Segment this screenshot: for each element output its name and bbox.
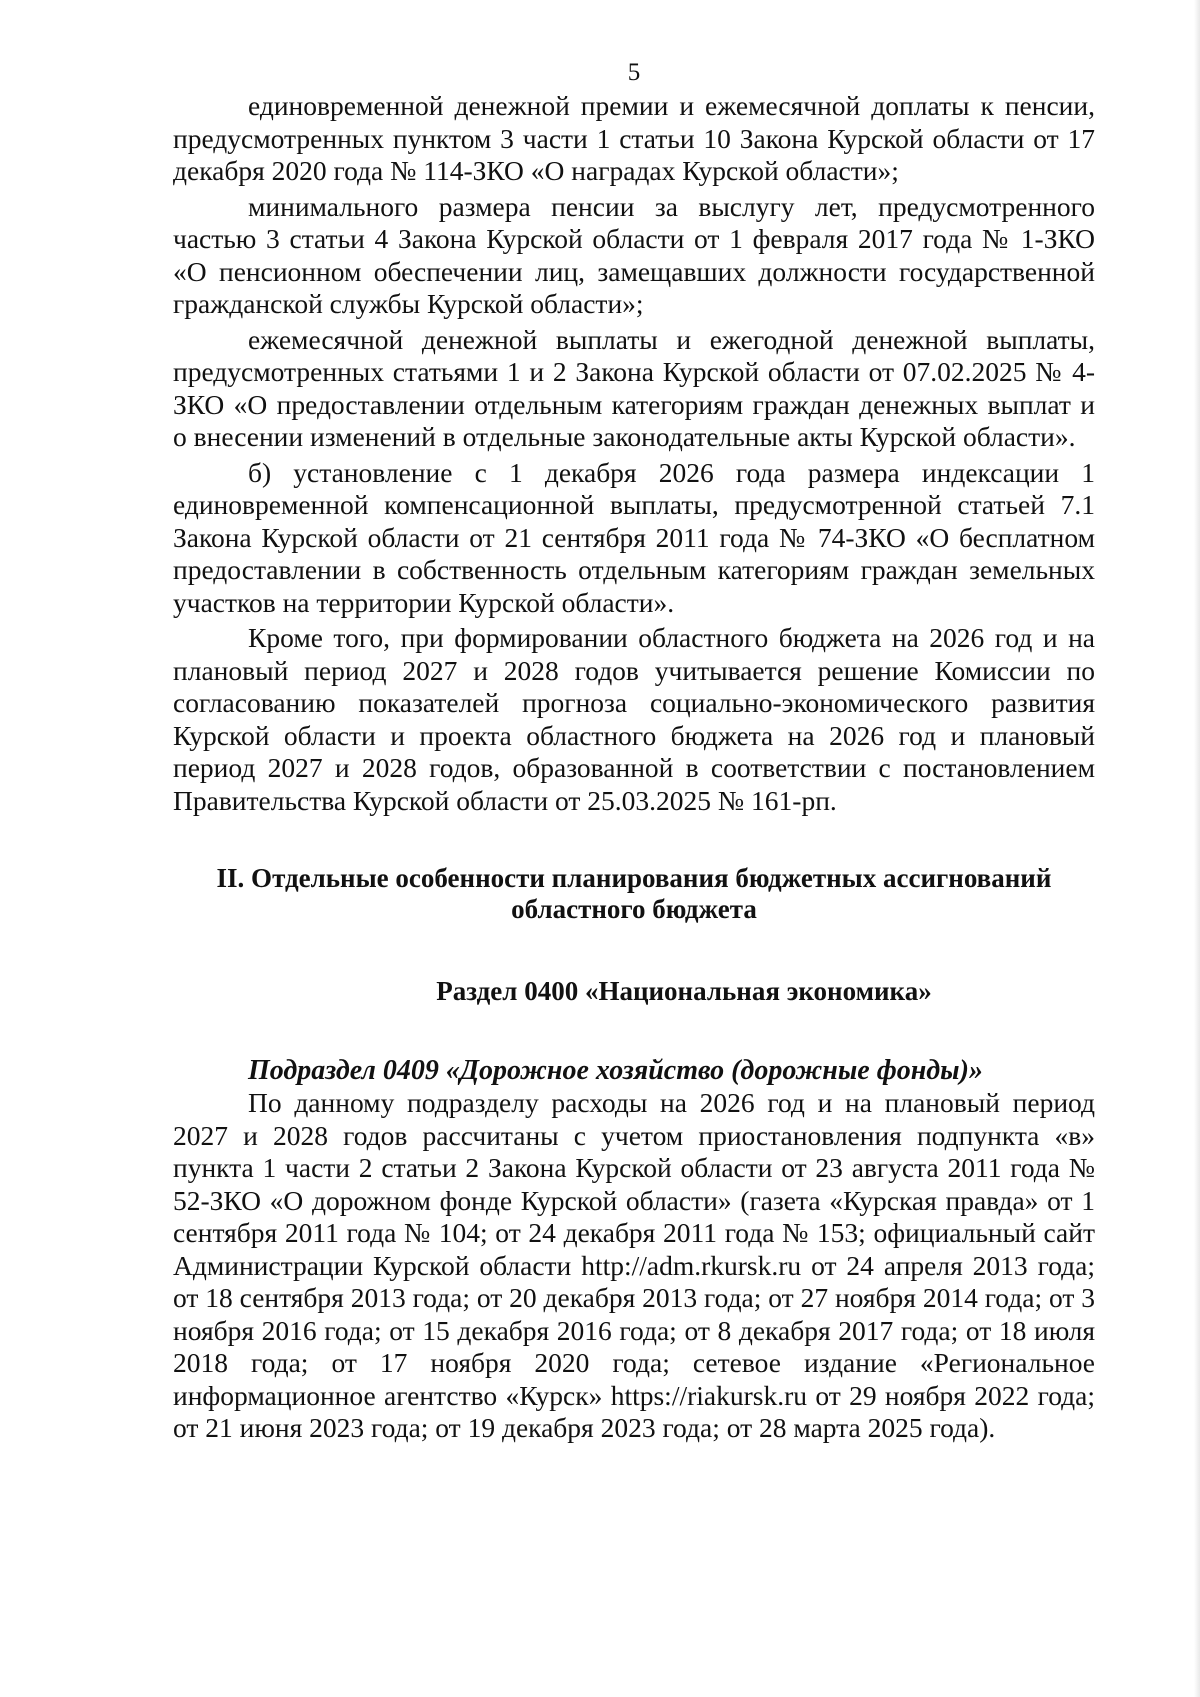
paragraph-monthly-payments: ежемесячной денежной выплаты и ежегодной денежной выплаты, предусмотренных статьями 1 и 2 Закона Курской области от 07.02.2025 № 4-ЗКО «О предоставлении отдельным категориям граждан денежных выплат и о внесении изменений в отдельные законодательные акты Курской области». <box>173 323 1095 452</box>
section-title <box>173 863 1095 925</box>
page-content <box>173 58 1095 1448</box>
scan-edge-shadow <box>1194 0 1200 1697</box>
paragraph-award-payments: единовременной денежной премии и ежемесячной доплаты к пенсии, предусмотренных пунктом 3 части 1 статьи 10 Закона Курской области от 17 декабря 2020 года № 114-ЗКО «О наградах Курской области»; <box>173 90 1095 186</box>
paragraph-indexation: б) установление с 1 декабря 2026 года размера индексации 1 единовременной компенсационной выплаты, предусмотренной статьей 7.1 Закона Курской области от 21 сентября 2011 года № 74-ЗКО «О бесплатном предоставлении в собственность отдельным категориям граждан земельных участков на территории Курской области». <box>173 456 1095 618</box>
section-title-line1: II. Отдельные особенности планирования бюджетных ассигнований <box>216 863 1052 893</box>
subsection-title: Раздел 0400 «Национальная экономика» <box>436 976 932 1006</box>
paragraph-road-fund: По данному подразделу расходы на 2026 год и на плановый период 2027 и 2028 годов рассчитаны с учетом приостановления подпункта «в» пункта 1 части 2 статьи 2 Закона Курской области от 23 августа 2011 года № 52-ЗКО «О дорожном фонде Курской области» (газета «Курская правда» от 1 сентября 2011 года № 104; от 24 декабря 2011 года № 153; официальный сайт Администрации Курской области http://adm.rkursk.ru от 24 апреля 2013 года; от 18 сентября 2013 года; от 20 декабря 2013 года; от 27 ноября 2014 года; от 3 ноября 2016 года; от 15 декабря 2016 года; от 8 декабря 2017 года; от 18 июля 2018 года; от 17 ноября 2020 года; сетевое издание «Региональное информационное агентство «Курск» https://riakursk.ru от 29 ноября 2022 года; от 21 июня 2023 года; от 19 декабря 2023 года; от 28 марта 2025 года). <box>173 1087 1095 1443</box>
page-number: 5 <box>627 59 641 86</box>
paragraph-pension-minimum: минимального размера пенсии за выслугу лет, предусмотренного частью 3 статьи 4 Закона Курской области от 1 февраля 2017 года № 1-ЗКО «О пенсионном обеспечении лиц, замещавших должности государственной гражданской службы Курской области»; <box>173 190 1095 319</box>
paragraph-commission: Кроме того, при формировании областного бюджета на 2026 год и на плановый период 2027 и 2028 годов учитывается решение Комиссии по согласованию показателей прогноза социально-экономического развития Курской области и проекта областного бюджета на 2026 год и плановый период 2027 и 2028 годов, образованной в соответствии с постановлением Правительства Курской области от 25.03.2025 № 161-рп. <box>173 622 1095 816</box>
subsubsection-title: Подраздел 0409 «Дорожное хозяйство (дорожные фонды)» <box>248 1055 983 1086</box>
section-title-line2: областного бюджета <box>511 894 757 924</box>
